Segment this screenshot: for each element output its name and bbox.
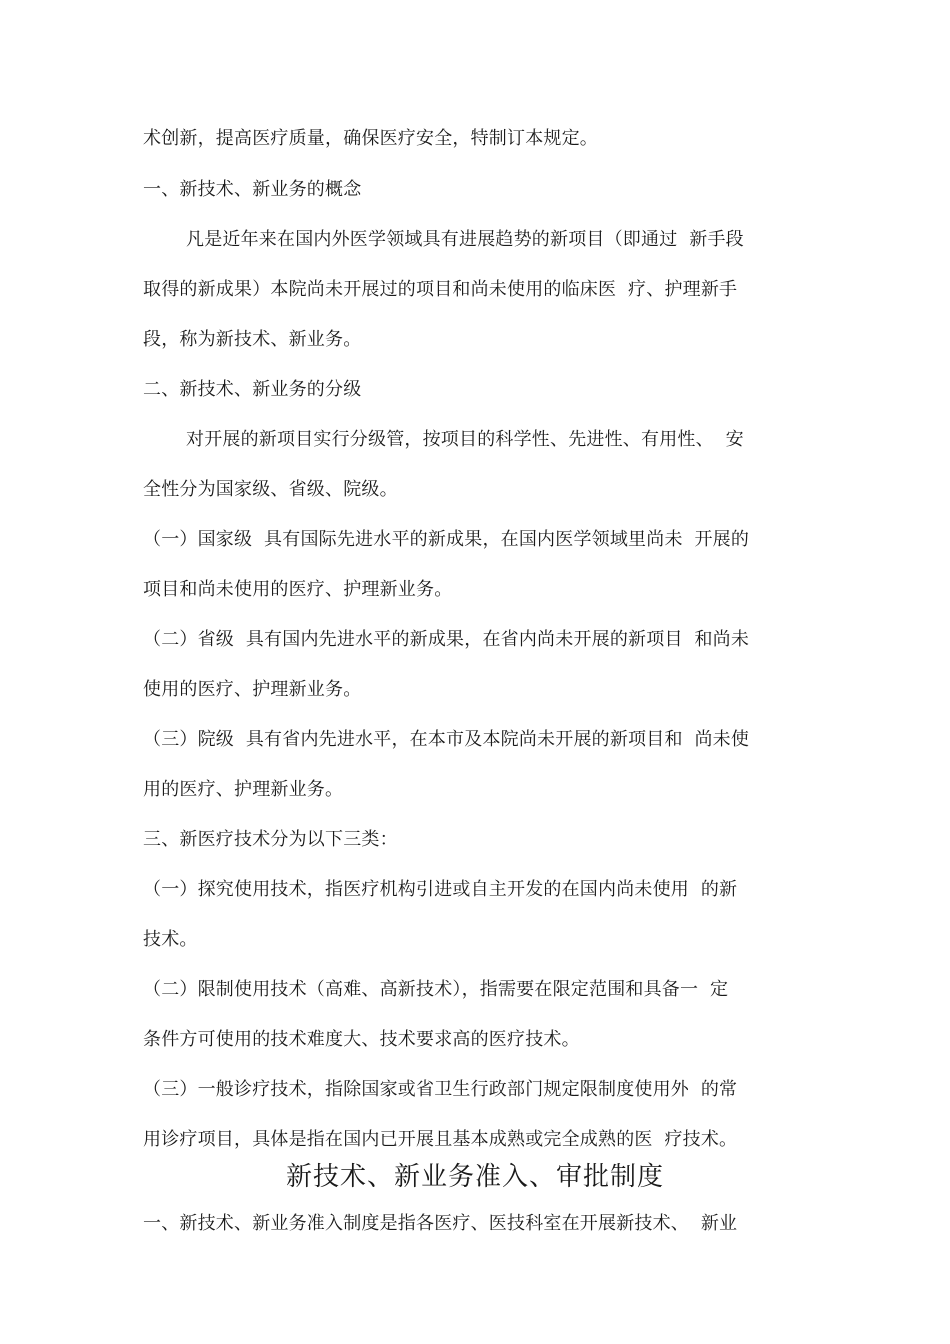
section-title: 新技术、新业务准入、审批制度 xyxy=(285,1162,664,1192)
paragraph-line: 条件方可使用的技术难度大、技术要求高的医疗技术。 xyxy=(143,1029,580,1050)
paragraph-line: 使用的医疗、护理新业务。 xyxy=(143,679,362,700)
paragraph-line: 一、新技术、新业务准入制度是指各医疗、医技科室在开展新技术、 新业 xyxy=(143,1213,738,1234)
heading-grading: 二、新技术、新业务的分级 xyxy=(143,379,362,400)
paragraph-line: 对开展的新项目实行分级管，按项目的科学性、先进性、有用性、 安 xyxy=(186,429,744,450)
paragraph-line: （三）一般诊疗技术，指除国家或省卫生行政部门规定限制度使用外 的常 xyxy=(143,1079,738,1100)
paragraph-line: 技术。 xyxy=(143,929,198,950)
heading-categories: 三、新医疗技术分为以下三类： xyxy=(143,829,398,850)
paragraph-line: （一）国家级 具有国际先进水平的新成果，在国内医学领域里尚未 开展的 xyxy=(143,529,750,550)
paragraph-line: （一）探究使用技术，指医疗机构引进或自主开发的在国内尚未使用 的新 xyxy=(143,879,738,900)
paragraph-line: （二）限制使用技术（高难、高新技术），指需要在限定范围和具备一 定 xyxy=(143,979,729,1000)
paragraph-line: 凡是近年来在国内外医学领域具有进展趋势的新项目（即通过 新手段 xyxy=(186,229,744,250)
heading-concept: 一、新技术、新业务的概念 xyxy=(143,179,362,200)
paragraph-line: 项目和尚未使用的医疗、护理新业务。 xyxy=(143,579,453,600)
paragraph-line: 用诊疗项目，具体是指在国内已开展且基本成熟或完全成熟的医 疗技术。 xyxy=(143,1129,738,1150)
paragraph-line: 段，称为新技术、新业务。 xyxy=(143,329,362,350)
paragraph-line: 术创新，提高医疗质量，确保医疗安全，特制订本规定。 xyxy=(143,128,598,149)
paragraph-line: 取得的新成果）本院尚未开展过的项目和尚未使用的临床医 疗、护理新手 xyxy=(143,279,738,300)
paragraph-line: 用的医疗、护理新业务。 xyxy=(143,779,344,800)
paragraph-line: （二）省级 具有国内先进水平的新成果，在省内尚未开展的新项目 和尚未 xyxy=(143,629,750,650)
paragraph-line: （三）院级 具有省内先进水平，在本市及本院尚未开展的新项目和 尚未使 xyxy=(143,729,750,750)
paragraph-line: 全性分为国家级、省级、院级。 xyxy=(143,479,398,500)
